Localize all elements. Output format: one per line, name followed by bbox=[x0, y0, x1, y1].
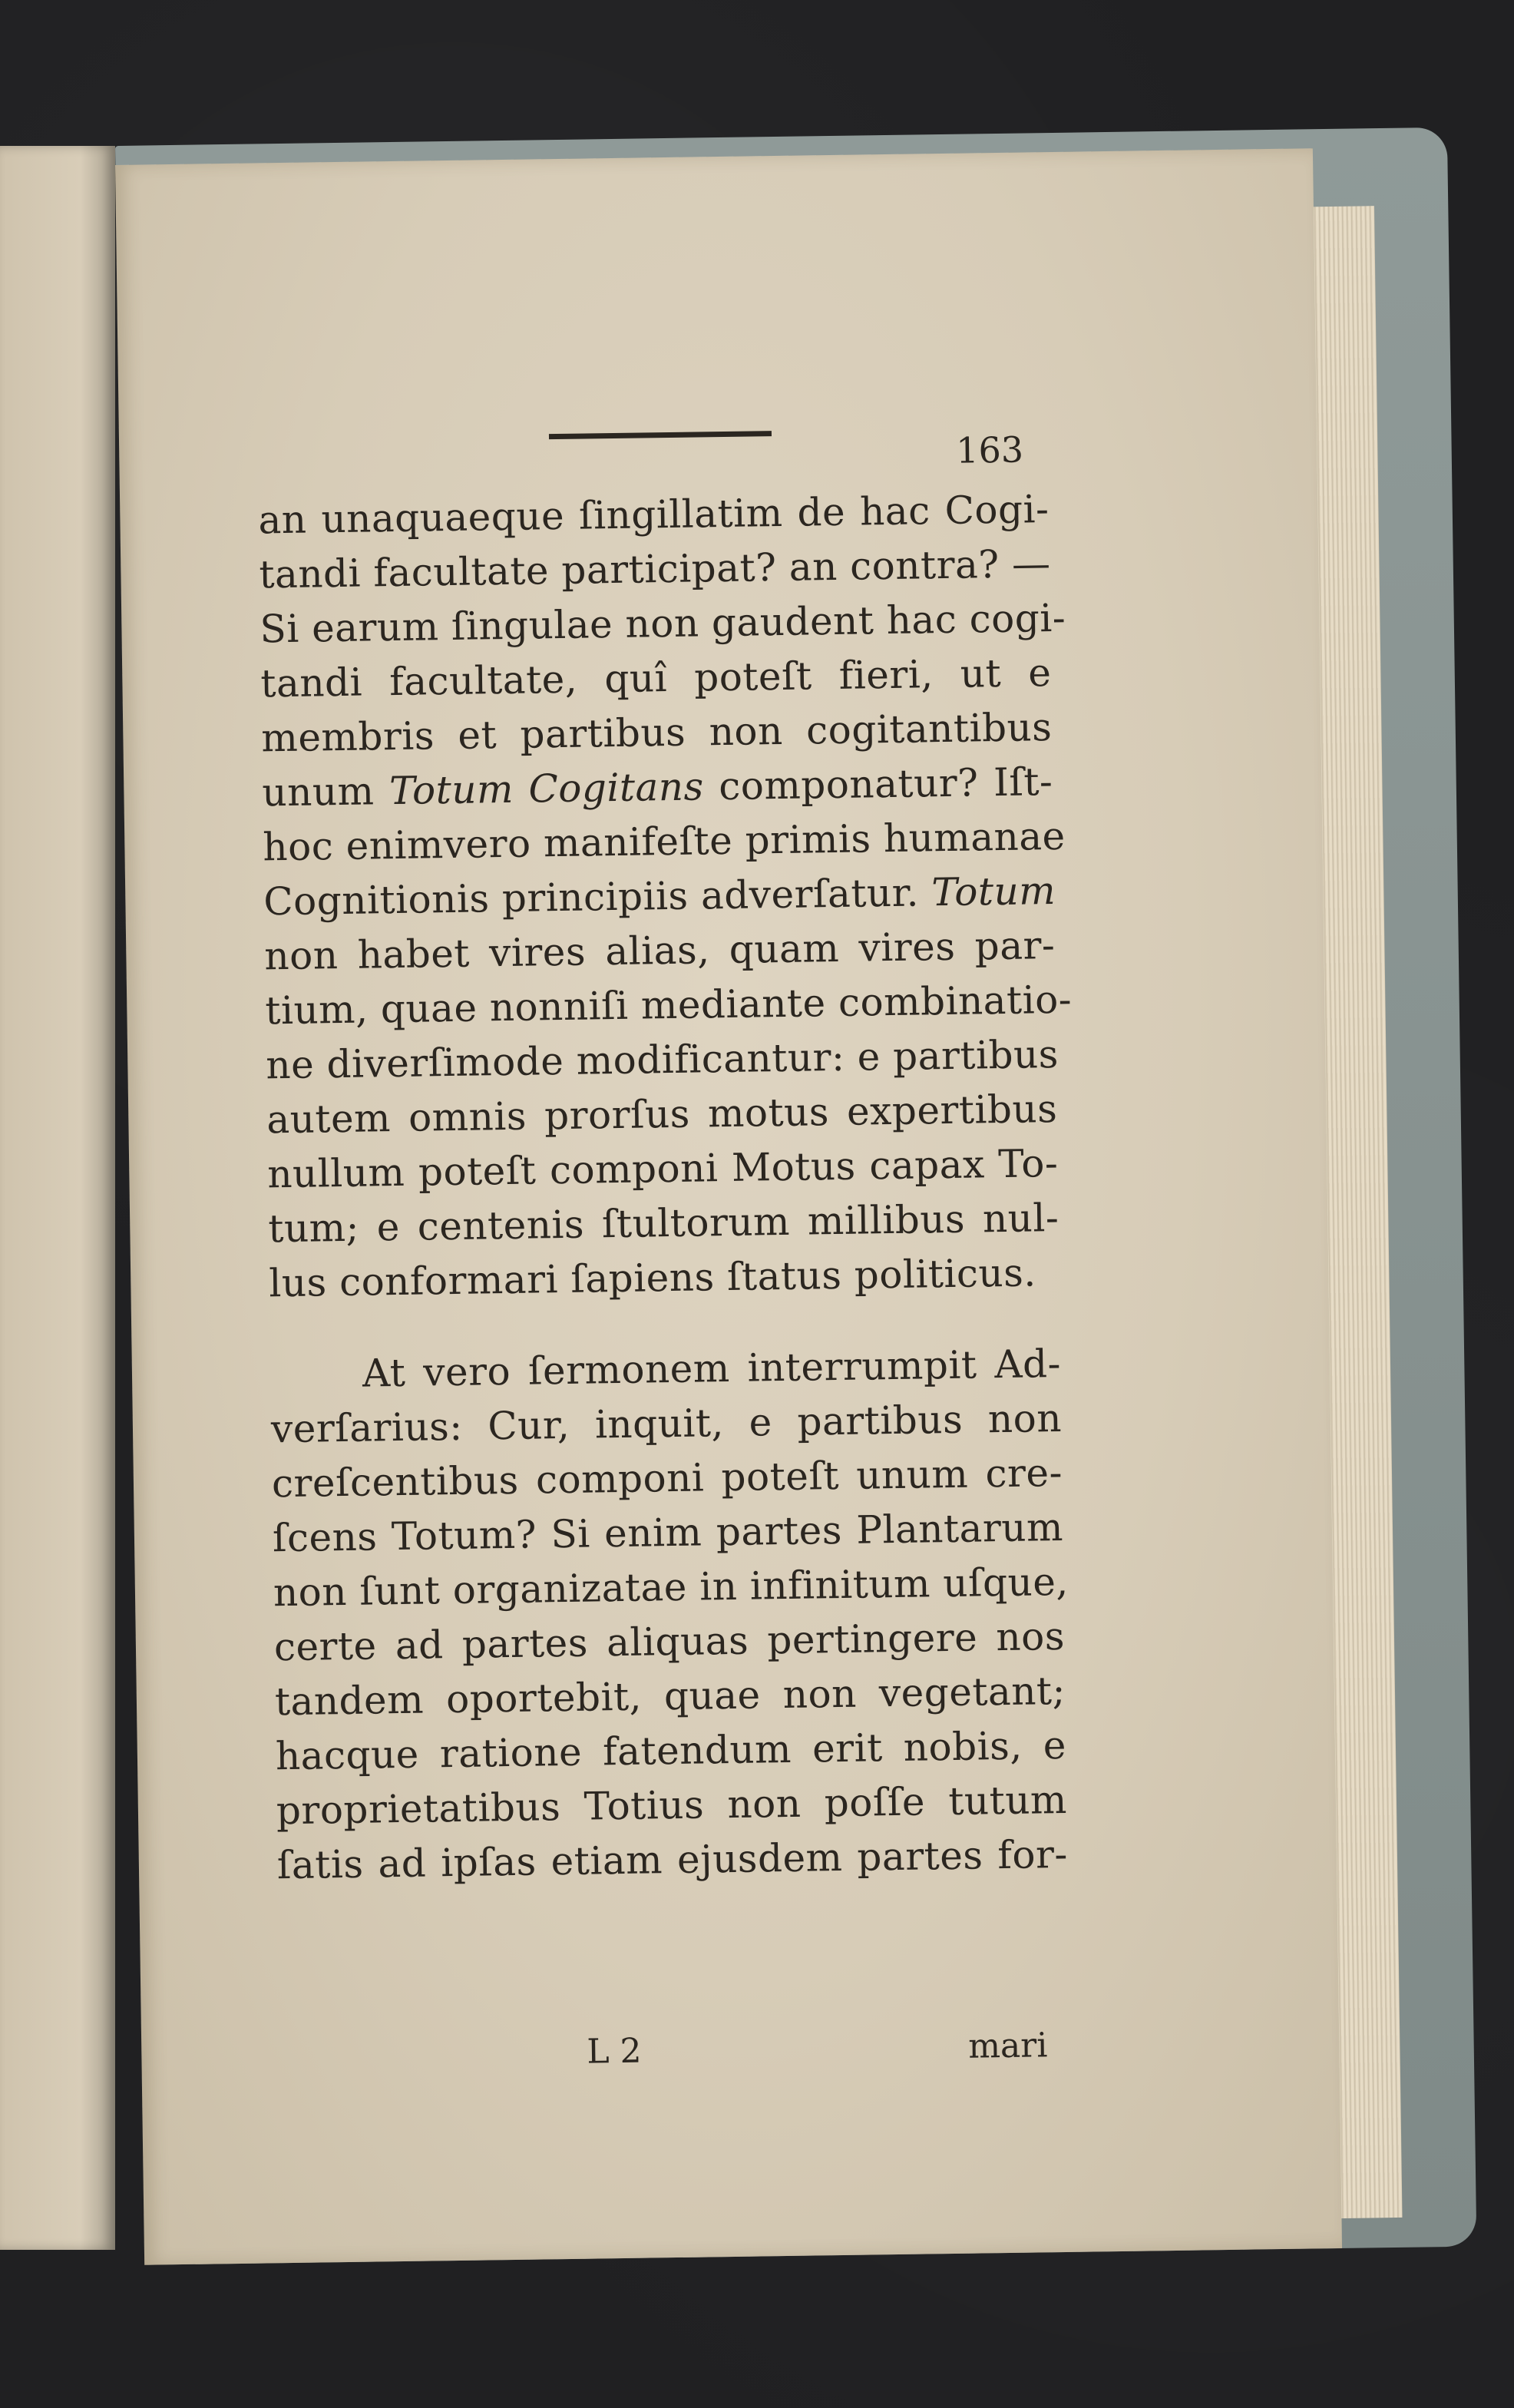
catchword: mari bbox=[967, 2026, 1048, 2066]
paragraph bbox=[258, 482, 1073, 1311]
text-line: Si earum ſingulae non gaudent hac cogi- bbox=[259, 595, 1066, 652]
text-line: tium, quae nonniſi mediante combinatio- bbox=[264, 977, 1073, 1034]
text-line: verſarius: Cur, inquit, e partibus non bbox=[270, 1395, 1063, 1452]
text-line: nullum poteſt componi Motus capax To- bbox=[266, 1140, 1059, 1197]
page-number: 163 bbox=[955, 428, 1024, 471]
text-line: certe ad partes aliquas pertingere nos bbox=[273, 1613, 1066, 1670]
text-block bbox=[258, 482, 1073, 1930]
text-line: membris et partibus non cogitantibus bbox=[261, 705, 1053, 761]
header-rule bbox=[549, 431, 772, 439]
left-page-edge bbox=[0, 146, 115, 2250]
text-line: ſcens Totum? Si enim partes Plantarum bbox=[272, 1504, 1064, 1561]
text-line: non ſunt organizatae in infinitum uſque, bbox=[273, 1559, 1069, 1616]
text-line: non habet vires alias, quam vires par- bbox=[264, 923, 1056, 979]
text-line: lus conformari ſapiens ſtatus politicus. bbox=[268, 1250, 1037, 1306]
text-line: ſatis ad ipſas etiam ejusdem partes for- bbox=[276, 1831, 1069, 1888]
text-line: hacque ratione fatendum erit nobis, e bbox=[275, 1722, 1067, 1779]
page-footer bbox=[279, 2026, 1071, 2082]
text-line: At vero ſermonem interrumpit Ad- bbox=[362, 1341, 1062, 1396]
signature-mark: L 2 bbox=[587, 2031, 642, 2072]
text-line: an unaquaeque ſingillatim de hac Cogi- bbox=[258, 487, 1050, 543]
text-line: proprietatibus Totius non poſſe tutum bbox=[276, 1777, 1068, 1834]
text-line: ne diverſimode modificantur: e partibus bbox=[265, 1031, 1059, 1088]
text-line: unum Totum Cogitans componatur? Iſt- bbox=[262, 759, 1053, 815]
text-line: tandi facultate, quî poteſt fieri, ut e bbox=[260, 650, 1052, 706]
text-line: hoc enimvero manifeſte primis humanae bbox=[263, 813, 1066, 870]
text-line: tum; e centenis ſtultorum millibus nul- bbox=[267, 1195, 1059, 1252]
text-line: Cognitionis principiis adverſatur. Totum bbox=[263, 868, 1056, 925]
text-line: tandi facultate participat? an contra? — bbox=[259, 541, 1051, 597]
text-line: creſcentibus componi poteſt unum cre- bbox=[271, 1450, 1063, 1507]
book-page bbox=[115, 148, 1342, 2265]
text-line: tandem oportebit, quae non vegetant; bbox=[274, 1668, 1066, 1725]
paragraph bbox=[270, 1337, 1069, 1893]
text-line: autem omnis prorſus motus expertibus bbox=[266, 1086, 1058, 1143]
